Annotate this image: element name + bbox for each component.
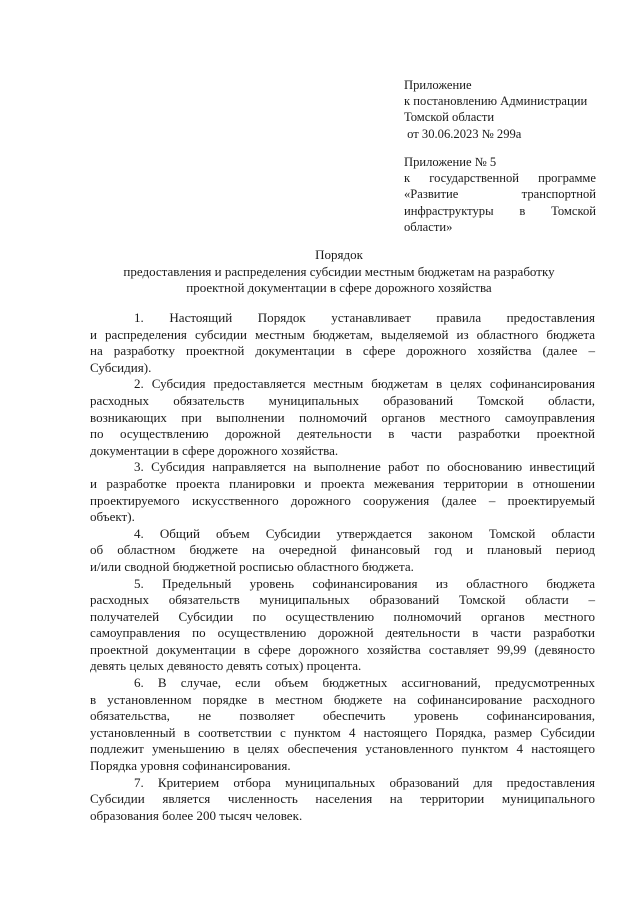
paragraph-line: и разработке проекта планировки и проекта межевания территории в отношении (90, 475, 595, 491)
paragraph-line: самоуправления по осуществлению дорожной деятельности в части разработки (90, 625, 595, 641)
paragraph-line: в установленном порядке в местном бюджете на софинансирование расходного (90, 691, 595, 707)
paragraph-line: 2. Субсидия предоставляется местным бюджетам в целях софинансирования (134, 376, 595, 392)
paragraph-line: расходных обязательств муниципальных образований Томской области, (90, 392, 595, 408)
appendix-5-block (404, 154, 596, 235)
document-subtitle-line: предоставления и распределения субсидии местным бюджетам на разработку (123, 263, 555, 279)
paragraph-line: проектируемого искусственного дорожного сооружения (далее – проектируемый (90, 492, 595, 508)
paragraph-line: подлежит уменьшению в целях обеспечения установленного пунктом 4 настоящего (90, 741, 595, 757)
appendix-label: Приложение (404, 78, 472, 92)
document-title-block (60, 247, 618, 297)
paragraph-line: на разработку проектной документации в сфере дорожного хозяйства (далее – (90, 343, 595, 359)
paragraph-3 (90, 459, 595, 525)
paragraph-line: 1. Настоящий Порядок устанавливает правила предоставления (134, 310, 595, 325)
paragraph-line: 5. Предельный уровень софинансирования из областного бюджета (134, 575, 595, 591)
paragraph-line: образования более 200 тысяч человек. (90, 807, 303, 823)
paragraph-line: обязательства, не позволяет обеспечить уровень софинансирования, (90, 708, 595, 724)
paragraph-line: Субсидия). (90, 359, 152, 375)
paragraph-line: проектной документации в сфере дорожного хозяйства составляет 99,99 (девяносто (90, 641, 595, 657)
paragraph-5 (90, 576, 595, 676)
paragraph-line: получателей Субсидии по осуществлению полномочий органов местного (90, 608, 595, 624)
paragraph-2 (90, 376, 595, 459)
appendix-5-line: инфраструктуры в Томской (404, 203, 596, 218)
paragraph-1 (90, 310, 595, 376)
appendix-5-line: к государственной программе (404, 171, 596, 186)
paragraph-line: объект). (90, 509, 135, 525)
paragraph-line: 7. Критерием отбора муниципальных образований для предоставления (134, 774, 595, 790)
paragraph-line: и распределения субсидии местным бюджетам, выделяемой из областного бюджета (90, 326, 595, 342)
appendix-region-line: Томской области (404, 110, 495, 125)
appendix-5-line: «Развитие транспортной (404, 187, 596, 202)
document-heading: Порядок (315, 247, 363, 262)
paragraph-line: расходных обязательств муниципальных образований Томской области – (90, 592, 595, 608)
document-body (90, 310, 595, 824)
paragraph-line: и/или сводной бюджетной росписью областного бюджета. (90, 558, 414, 574)
paragraph-4 (90, 526, 595, 576)
paragraph-line: Порядка уровня софинансирования. (90, 758, 291, 774)
document-subtitle-line: проектной документации в сфере дорожного хозяйства (186, 280, 492, 296)
appendix-date-number: от 30.06.2023 № 299а (404, 126, 522, 141)
paragraph-line: 4. Общий объем Субсидии утверждается законом Томской области (134, 525, 595, 541)
appendix-5-line: области» (404, 219, 453, 234)
paragraph-line: об областном бюджете на очередной финансовый год и плановый период (90, 542, 595, 558)
paragraph-line: Субсидии является численность населения на территории муниципального (90, 791, 595, 807)
paragraph-6 (90, 675, 595, 775)
paragraph-line: документации в сфере дорожного хозяйства. (90, 442, 339, 458)
paragraph-line: 3. Субсидия направляется на выполнение работ по обоснованию инвестиций (134, 459, 595, 475)
paragraph-line: установленный в соответствии с пунктом 4 настоящего Порядка, размер Субсидии (90, 724, 595, 740)
paragraph-7 (90, 775, 595, 825)
appendix-5-title: Приложение № 5 (404, 155, 497, 169)
paragraph-line: возникающих при выполнении полномочий органов местного самоуправления (90, 409, 595, 425)
paragraph-line: по осуществлению дорожной деятельности в части разработки проектной (90, 426, 595, 442)
paragraph-line: девять целых девяносто девять сотых) процента. (90, 658, 362, 674)
appendix-resolution-line: к постановлению Администрации (404, 94, 588, 109)
appendix-approval-block (404, 77, 596, 142)
paragraph-line: 6. В случае, если объем бюджетных ассигнований, предусмотренных (134, 675, 595, 691)
